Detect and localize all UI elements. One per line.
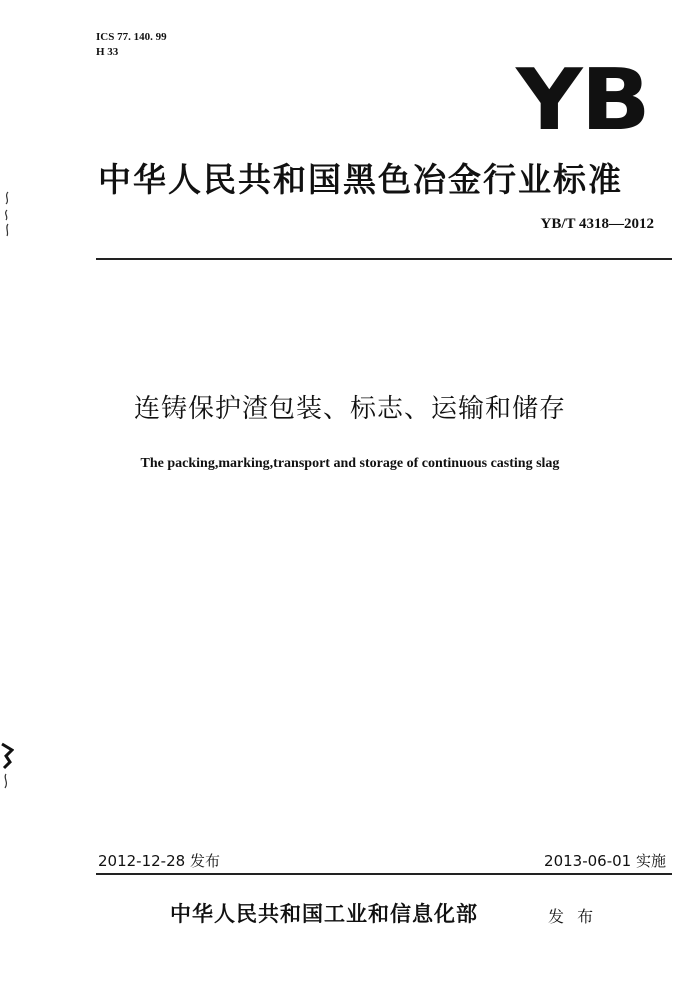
yb-logo: YB: [516, 50, 649, 150]
classification-codes: [96, 30, 167, 60]
ics-code: ICS 77. 140. 99: [96, 31, 167, 43]
standard-number: YB/T 4318—2012: [540, 216, 654, 232]
ccs-code: H 33: [96, 46, 119, 58]
effective-date: 2013-06-01 实施: [544, 852, 666, 870]
issuer-verb: 发 布: [548, 907, 598, 926]
scan-margin-mark: [0, 188, 14, 238]
document-title-english: The packing,marking,transport and storage of continuous casting slag: [140, 456, 560, 471]
scan-margin-mark: [0, 742, 14, 790]
issuing-authority: 中华人民共和国工业和信息化部: [170, 901, 478, 926]
standard-category: 中华人民共和国黑色冶金行业标准: [98, 160, 623, 199]
issue-date: 2012-12-28 发布: [98, 852, 220, 870]
header-divider: [96, 258, 672, 260]
document-title-chinese: 连铸保护渣包装、标志、运输和储存: [133, 394, 566, 424]
footer-divider: [96, 873, 672, 875]
